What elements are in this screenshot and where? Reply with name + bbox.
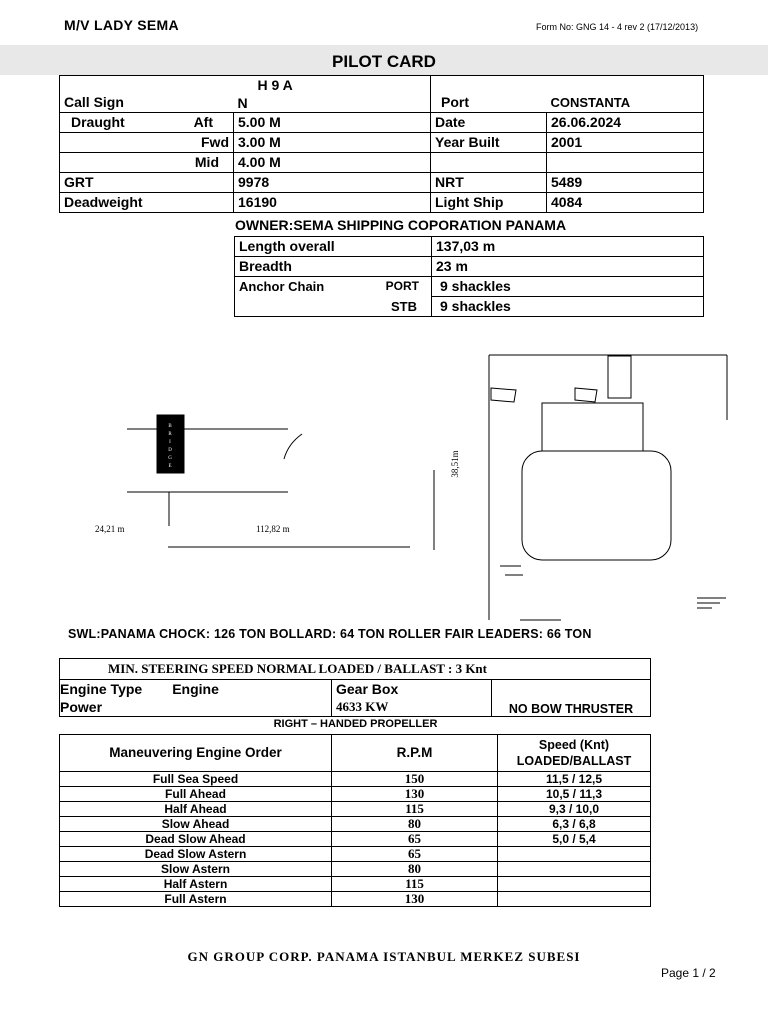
row-call-sign — [60, 76, 704, 113]
empty-cell — [431, 153, 547, 173]
port-chain-value: 9 shackles — [432, 277, 704, 297]
call-sign-value — [234, 76, 431, 113]
cell-rpm: 115 — [332, 877, 498, 892]
dimensions-table — [234, 236, 704, 317]
cell-speed: 10,5 / 11,3 — [498, 787, 651, 802]
deck-fitting — [491, 388, 516, 402]
deadweight-value: 16190 — [234, 193, 431, 213]
table-row — [60, 772, 651, 787]
header-speed — [498, 735, 651, 772]
call-sign-label: Call Sign — [60, 76, 234, 113]
light-ship-label: Light Ship — [431, 193, 547, 213]
nrt-label: NRT — [431, 173, 547, 193]
empty-cell — [547, 153, 704, 173]
draught-cell — [60, 113, 234, 133]
cell-order: Half Astern — [60, 877, 332, 892]
cell-order: Full Astern — [60, 892, 332, 907]
cell-speed: 11,5 / 12,5 — [498, 772, 651, 787]
cell-speed: 5,0 / 5,4 — [498, 832, 651, 847]
fwd-label: Fwd — [60, 133, 234, 153]
table-row — [60, 877, 651, 892]
aft-value: 5.00 M — [234, 113, 431, 133]
row-loa — [235, 237, 704, 257]
breadth-label: Breadth — [235, 257, 432, 277]
row-anchor-port — [235, 277, 704, 297]
swl-info: SWL:PANAMA CHOCK: 126 TON BOLLARD: 64 TON ROLLER FAIR LEADERS: 66 TON — [68, 627, 592, 641]
cell-speed — [498, 862, 651, 877]
mid-label: Mid — [60, 153, 234, 173]
particulars-table — [59, 75, 704, 213]
footer: GN GROUP CORP. PANAMA ISTANBUL MERKEZ SUBESI — [187, 949, 581, 964]
hull-outline — [522, 451, 671, 560]
row-fwd — [60, 133, 704, 153]
bridge-letter: R — [168, 432, 172, 437]
row-breadth — [235, 257, 704, 277]
aft-label: Aft — [193, 114, 213, 130]
cell-rpm: 130 — [332, 892, 498, 907]
cell-order: Full Sea Speed — [60, 772, 332, 787]
engine-type-label: Engine Type — [60, 681, 143, 697]
deadweight-label: Deadweight — [60, 193, 234, 213]
bow-thruster: NO BOW THRUSTER — [492, 680, 651, 717]
bridge-letter: I — [169, 440, 171, 445]
min-steering: MIN. STEERING SPEED NORMAL LOADED / BALLAST : 3 Knt — [60, 659, 651, 680]
table-row — [60, 847, 651, 862]
maneuvering-header — [60, 735, 651, 772]
call-sign-value-line1: H 9 A — [257, 77, 293, 93]
row-deadweight — [60, 193, 704, 213]
bow-curve — [284, 434, 302, 459]
table-row — [60, 862, 651, 877]
fwd-value: 3.00 M — [234, 133, 431, 153]
loa-label: Length overall — [235, 237, 432, 257]
nrt-value: 5489 — [547, 173, 704, 193]
bridge-letter: B — [168, 424, 172, 429]
table-row — [60, 832, 651, 847]
loa-value: 137,03 m — [432, 237, 704, 257]
gear-box-label: Gear Box — [336, 681, 399, 697]
cell-rpm: 130 — [332, 787, 498, 802]
engine-type-line — [60, 680, 327, 698]
propeller-note: RIGHT – HANDED PROPELLER — [273, 718, 438, 730]
cell-order: Slow Astern — [60, 862, 332, 877]
row-min-steering — [60, 659, 651, 680]
fwd-distance: 112,82 m — [256, 524, 290, 534]
breadth-value: 23 m — [432, 257, 704, 277]
table-row — [60, 817, 651, 832]
aft-distance: 24,21 m — [95, 524, 125, 534]
maneuvering-table — [59, 734, 651, 907]
maneuvering-body — [60, 772, 651, 907]
cell-speed — [498, 877, 651, 892]
header-order: Maneuvering Engine Order — [60, 735, 332, 772]
cell-order: Slow Ahead — [60, 817, 332, 832]
draught-label: Draught — [71, 114, 125, 130]
year-built-value: 2001 — [547, 133, 704, 153]
cell-rpm: 65 — [332, 847, 498, 862]
cell-rpm: 65 — [332, 832, 498, 847]
cell-rpm: 150 — [332, 772, 498, 787]
date-label: Date — [431, 113, 547, 133]
table-row — [60, 802, 651, 817]
cell-order: Dead Slow Astern — [60, 847, 332, 862]
cell-rpm: 80 — [332, 817, 498, 832]
row-mid — [60, 153, 704, 173]
row-draught-aft — [60, 113, 704, 133]
engine-label: Engine — [172, 681, 219, 697]
power-value: 4633 KW — [336, 699, 389, 714]
mid-value: 4.00 M — [234, 153, 431, 173]
gear-box-cell — [332, 680, 492, 717]
owner: OWNER:SEMA SHIPPING COPORATION PANAMA — [235, 217, 567, 233]
cell-rpm: 115 — [332, 802, 498, 817]
page-title: PILOT CARD — [332, 52, 436, 71]
call-sign-value-line2: N — [237, 95, 248, 111]
row-grt — [60, 173, 704, 193]
cell-order: Half Ahead — [60, 802, 332, 817]
row-anchor-stb — [235, 297, 704, 317]
cell-speed — [498, 847, 651, 862]
form-number: Form No: GNG 14 - 4 rev 2 (17/12/2013) — [536, 22, 699, 32]
row-engine — [60, 680, 651, 717]
bridge-letter: E — [168, 464, 172, 469]
cell-order: Dead Slow Ahead — [60, 832, 332, 847]
cell-speed: 6,3 / 6,8 — [498, 817, 651, 832]
engine-table — [59, 658, 651, 717]
stb-label: STB — [235, 297, 432, 317]
year-built-label: Year Built — [431, 133, 547, 153]
anchor-cell — [235, 277, 432, 297]
light-ship-value: 4084 — [547, 193, 704, 213]
deck-fitting — [575, 388, 597, 402]
header-speed-line1: Speed (Knt) — [538, 738, 610, 752]
deckhouse — [542, 403, 643, 451]
anchor-label: Anchor Chain — [239, 279, 325, 295]
grt-value: 9978 — [234, 173, 431, 193]
cell-rpm: 80 — [332, 862, 498, 877]
power-label: Power — [60, 699, 103, 715]
cell-speed: 9,3 / 10,0 — [498, 802, 651, 817]
stb-value: 9 shackles — [432, 297, 704, 317]
page-number: Page 1 / 2 — [661, 966, 716, 980]
port-label: Port — [431, 76, 547, 113]
plan-view — [489, 355, 727, 620]
cell-order: Full Ahead — [60, 787, 332, 802]
ship-name: M/V LADY SEMA — [64, 17, 179, 33]
engine-type-cell — [60, 680, 332, 717]
table-row — [60, 892, 651, 907]
table-row — [60, 787, 651, 802]
cell-speed — [498, 892, 651, 907]
port-value: CONSTANTA — [547, 76, 704, 113]
port-chain-label: PORT — [385, 279, 419, 294]
date-value: 26.06.2024 — [547, 113, 704, 133]
bridge-letter: G — [168, 456, 172, 461]
grt-label: GRT — [60, 173, 234, 193]
header-rpm: R.P.M — [332, 735, 498, 772]
height-label: 38,51m — [450, 450, 460, 478]
ship-diagram — [0, 340, 768, 630]
bridge-letter: D — [168, 448, 172, 453]
deck-fitting — [608, 356, 631, 398]
header-speed-line2: LOADED/BALLAST — [516, 754, 632, 768]
